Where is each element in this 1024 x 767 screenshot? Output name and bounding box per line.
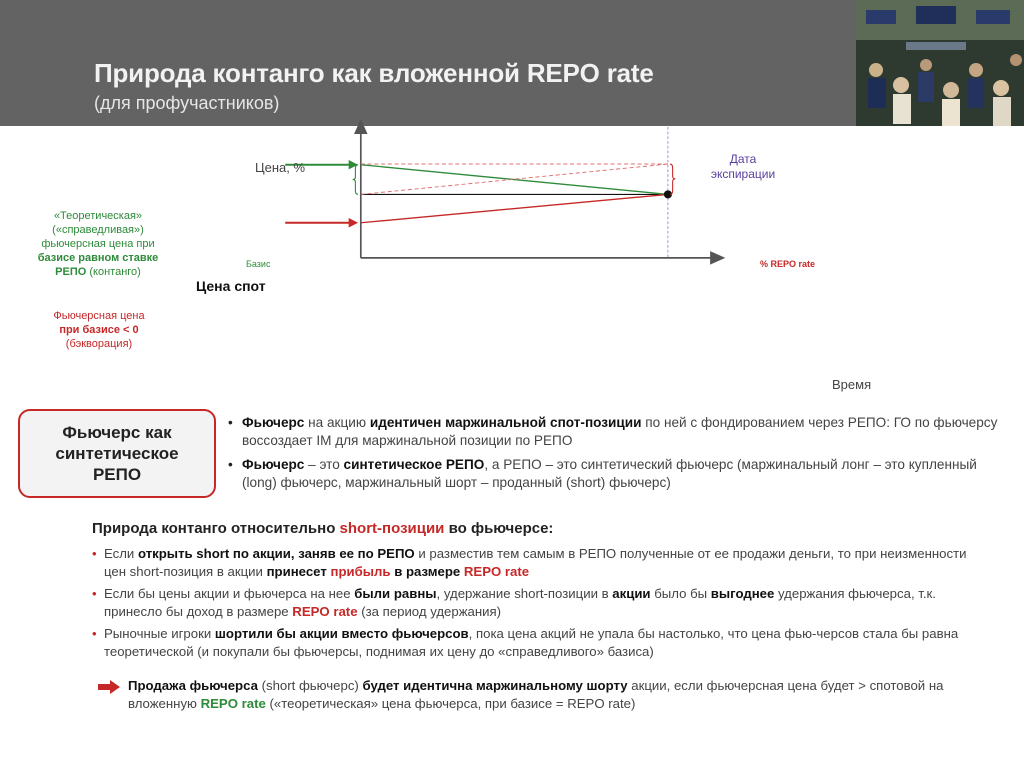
- theoretical-line1: «Теоретическая»: [53, 210, 143, 222]
- futures-bullets: [228, 414, 1008, 498]
- theoretical-line4: базисе равном ставке: [37, 252, 159, 264]
- backwardation-label: [28, 309, 170, 351]
- bullet-text: – это: [304, 457, 344, 472]
- backwardation-line1: Фьючерсная цена: [53, 310, 145, 322]
- bullet-bold: шортили бы акции вместо фьючерсов: [214, 626, 469, 641]
- list-item: [92, 625, 972, 661]
- bullet-bold: синтетическое РЕПО: [343, 457, 485, 472]
- bullet-highlight: REPO rate: [292, 604, 358, 619]
- conclusion: [98, 677, 978, 713]
- conclusion-text: акции, если фьючерсная цена будет > спотовой на вложенную: [128, 678, 944, 711]
- theoretical-price-label: [30, 209, 166, 279]
- conclusion-text: (short фьючерс): [257, 678, 363, 693]
- box-line3: РЕПО: [92, 465, 142, 484]
- bullet-icon: •: [228, 457, 233, 472]
- list-item: [228, 414, 1008, 450]
- bullet-bold: акции: [612, 586, 651, 601]
- repo-rate-bracket: [670, 164, 675, 194]
- conclusion-bold: будет идентична маржинальному шорту: [362, 678, 628, 693]
- bullet-text: на акцию: [304, 415, 370, 430]
- bullet-bold: Фьючерс: [242, 457, 305, 472]
- bullet-icon: •: [228, 415, 233, 430]
- bullet-text: , удержание short-позиции в: [436, 586, 613, 601]
- box-line2: синтетическое: [55, 444, 179, 463]
- heading-part: Природа контанго относительно: [92, 520, 340, 537]
- list-item: [92, 585, 972, 621]
- bullet-bold: были равны: [354, 586, 437, 601]
- page-title: Природа контанго как вложенной REPO rate: [94, 58, 654, 88]
- theoretical-line3: фьючерсная цена при: [41, 238, 155, 250]
- bullet-bold: выгоднее: [710, 586, 775, 601]
- conclusion-text: («теоретическая» цена фьючерса, при базисе = REPO rate): [265, 696, 636, 711]
- bullet-highlight: REPO rate: [463, 564, 530, 579]
- bullet-text: Рыночные игроки: [104, 626, 215, 641]
- bullet-bold: идентичен маржинальной спот-позиции: [369, 415, 642, 430]
- bullet-text: Если бы цены акции и фьючерса на нее: [104, 586, 355, 601]
- bullet-bold: принесет: [266, 564, 327, 579]
- section-heading: [92, 520, 553, 537]
- basis-bracket: [353, 165, 358, 195]
- expiration-label-line1: Дата: [729, 152, 757, 166]
- backwardation-line2: при базисе < 0: [59, 324, 139, 336]
- heading-part: во фьючерсе:: [444, 520, 554, 537]
- theoretical-futures-line: [361, 165, 668, 195]
- list-item: [92, 545, 972, 581]
- expiration-label: [700, 152, 786, 182]
- backwardation-line3: (бэкворация): [65, 338, 133, 350]
- bullet-icon: •: [92, 546, 97, 561]
- theoretical-arrow-head: [349, 160, 358, 169]
- bullet-text: удержания фьючерса, т.к. принесло бы доход в размере: [104, 586, 936, 619]
- right-arrow-icon: [98, 680, 120, 699]
- backwardation-line: [361, 194, 668, 222]
- expiration-label-line2: экспирации: [710, 167, 776, 181]
- list-item: [228, 456, 1008, 492]
- bullet-bold: открыть short по акции, заняв ее по РЕПО: [137, 546, 415, 561]
- page-subtitle: (для профучастников): [94, 93, 280, 113]
- bullet-text: было бы: [650, 586, 711, 601]
- bullet-text: Если: [104, 546, 138, 561]
- backwardation-arrow-head: [349, 218, 358, 227]
- conclusion-highlight: REPO rate: [200, 696, 266, 711]
- bullet-text: и разместив тем самым в РЕПО полученные от ее продажи деньги, то при неизменности цен short-позиция в акции: [104, 546, 967, 579]
- theoretical-line5-bold: РЕПО: [55, 266, 87, 278]
- contango-bullets: [92, 545, 972, 665]
- theoretical-line5-rest: (контанго): [86, 266, 141, 278]
- bullet-bold: Фьючерс: [242, 415, 305, 430]
- bullet-text: , а РЕПО – это синтетический фьючерс (маржинальный лонг – это купленный (long) фьючерс, маржинальный шорт – проданный (short) фьючерс): [242, 457, 977, 490]
- x-axis-label: Время: [832, 377, 872, 392]
- box-line1: Фьючерс как: [62, 423, 172, 442]
- theoretical-line2: («справедливая»): [52, 224, 144, 236]
- repo-rate-label: % REPO rate: [760, 259, 816, 269]
- spot-price-label: Цена спот: [196, 278, 266, 294]
- bullet-icon: •: [92, 626, 97, 641]
- bullet-icon: •: [92, 586, 97, 601]
- conclusion-bold: Продажа фьючерса: [128, 678, 258, 693]
- heading-highlight: short-позиции: [339, 520, 445, 537]
- bullet-text: , пока цена акций не упала бы настолько, что цена фью-черсов стала бы равна теоретической (и покупали бы фьючерсы, поднимая их цену до «справедливого» базиса): [104, 626, 959, 659]
- basis-label: Базис: [246, 259, 271, 269]
- bullet-text: по ней с фондированием через РЕПО: ГО по фьючерсу воссоздает IM для маржинальной позиции по РЕПО: [242, 415, 998, 448]
- bullet-highlight: прибыль: [330, 564, 391, 579]
- y-axis-label: Цена, %: [255, 160, 306, 175]
- bullet-text: (за период удержания): [357, 604, 502, 619]
- bullet-bold: в размере: [394, 564, 461, 579]
- synthetic-repo-box: [18, 409, 216, 498]
